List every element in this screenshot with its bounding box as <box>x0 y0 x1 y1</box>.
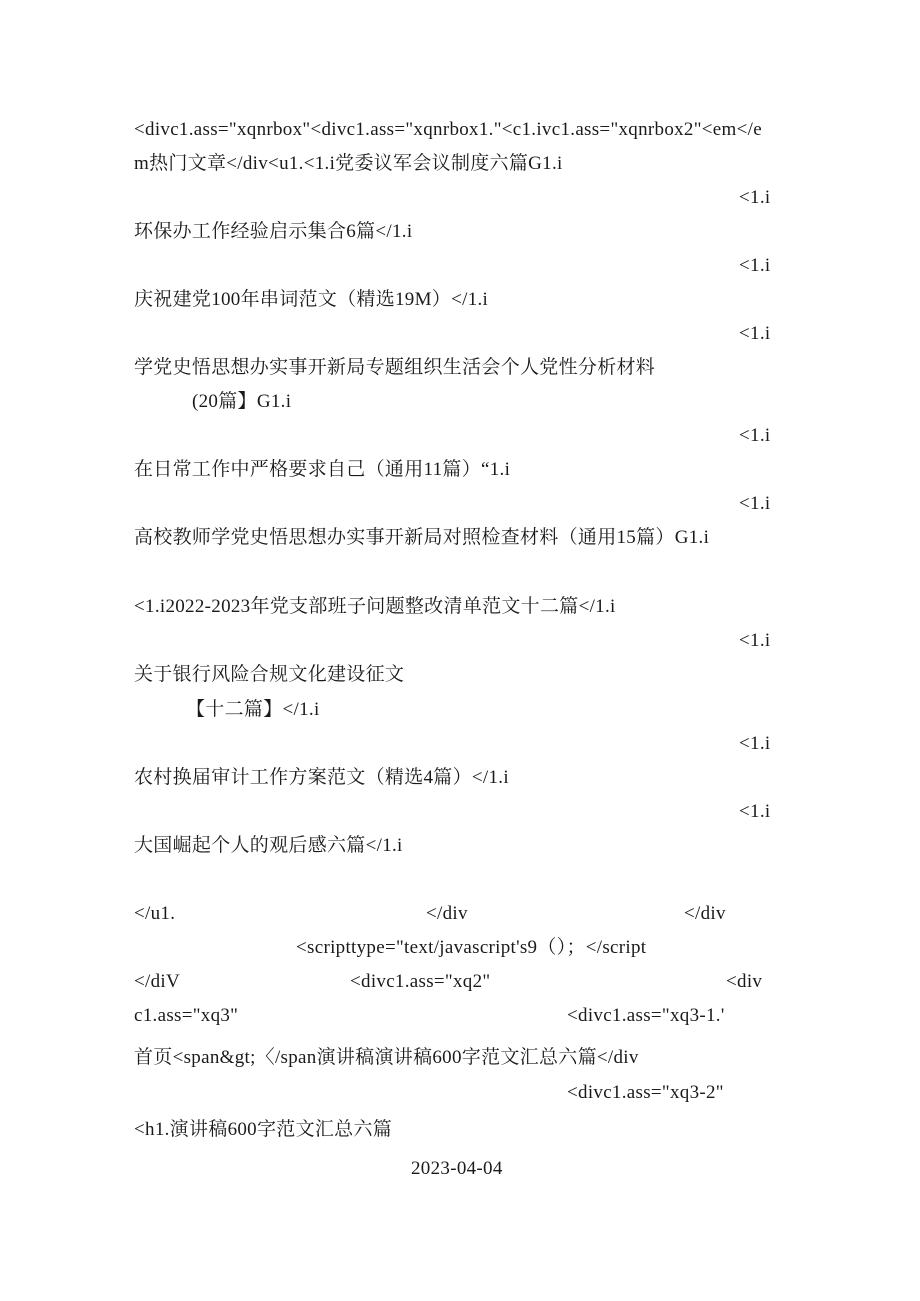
article-link[interactable]: 环保办工作经验启示集合6篇</1.i <box>134 221 413 242</box>
publish-date: 2023-04-04 <box>411 1158 503 1179</box>
article-link[interactable]: 高校教师学党史悟思想办实事开新局对照检查材料（通用15篇）G1.i <box>134 527 710 548</box>
article-link[interactable]: <1.i2022-2023年党支部班子问题整改清单范文十二篇</1.i <box>134 596 616 617</box>
li-tag: <1.i <box>739 187 771 208</box>
article-link[interactable]: 庆祝建党100年串词范文（精选19M）</1.i <box>134 289 489 310</box>
text-line-1: <divc1.ass="xqnrbox"<divc1.ass="xqnrbox1."<c1.ivc1.ass="xqnrbox2"<em</e <box>134 119 762 140</box>
article-link[interactable]: 学党史悟思想办实事开新局专题组织生活会个人党性分析材料 <box>134 357 656 378</box>
div-close: </div <box>684 903 726 924</box>
xq3-1-tag: <divc1.ass="xq3-1.' <box>567 1005 725 1026</box>
script-tag: <scripttype="text/javascript's9（）；</script <box>296 937 647 958</box>
article-link[interactable]: 在日常工作中严格要求自己（通用11篇）“1.i <box>134 459 511 480</box>
page-title: <h1.演讲稿600字范文汇总六篇 <box>134 1119 393 1140</box>
li-tag: <1.i <box>739 801 771 822</box>
xq3-tag: c1.ass="xq3" <box>134 1005 239 1026</box>
ul-close: </u1. <box>134 903 176 924</box>
article-link-continued[interactable]: (20篇】G1.i <box>192 391 292 412</box>
text-line-2: m热门文章</div<u1.<1.i党委议军会议制度六篇G1.i <box>134 153 563 174</box>
li-tag: <1.i <box>739 630 771 651</box>
div-close: </div <box>426 903 468 924</box>
div-close-v: </diV <box>134 971 180 992</box>
breadcrumb[interactable]: 首页<span&gt;〈/span演讲稿演讲稿600字范文汇总六篇</div <box>134 1047 639 1068</box>
li-tag: <1.i <box>739 323 771 344</box>
article-link[interactable]: 大国崛起个人的观后感六篇</1.i <box>134 835 403 856</box>
div-open: <div <box>726 971 763 992</box>
article-link[interactable]: 农村换届审计工作方案范文（精选4篇）</1.i <box>134 767 509 788</box>
li-tag: <1.i <box>739 255 771 276</box>
li-tag: <1.i <box>739 425 771 446</box>
xq3-2-tag: <divc1.ass="xq3-2" <box>567 1082 724 1103</box>
li-tag: <1.i <box>739 493 771 514</box>
article-link[interactable]: 关于银行风险合规文化建设征文 <box>134 664 405 685</box>
article-link-continued[interactable]: 【十二篇】</1.i <box>186 699 320 720</box>
xq2-tag: <divc1.ass="xq2" <box>350 971 491 992</box>
li-tag: <1.i <box>739 733 771 754</box>
